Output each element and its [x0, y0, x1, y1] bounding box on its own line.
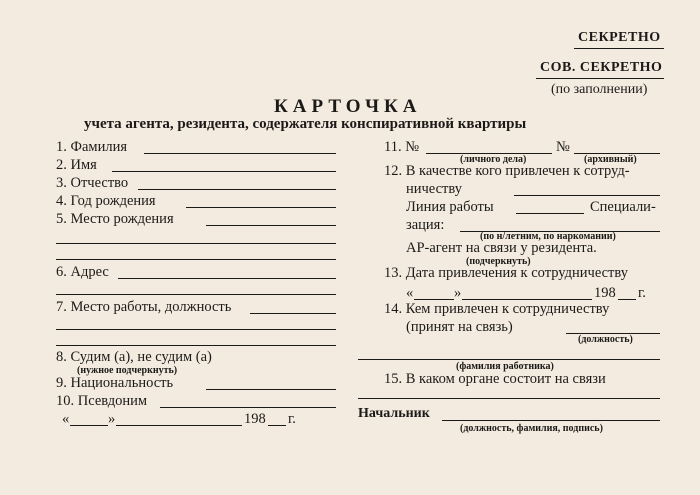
field-convicted-note: (нужное подчеркнуть): [77, 365, 178, 376]
field-convicted-label: 8. Судим (а), не судим (а): [56, 349, 212, 365]
field-capacity-label-2: ничеству: [406, 181, 462, 197]
field-workplace-line-2[interactable]: [56, 329, 336, 330]
field-specialization-label: Специали-: [590, 199, 656, 215]
upon-fill-note: (по заполнении): [551, 82, 648, 97]
card-title: КАРТОЧКА: [274, 96, 422, 117]
field-birth-year-line[interactable]: [186, 207, 336, 208]
field-archive-number-label: №: [556, 139, 570, 155]
field-recruited-by-label-1: 14. Кем привлечен к сотрудничеству: [384, 301, 610, 317]
file-number-note: (личного дела): [460, 154, 527, 165]
chief-signature-line[interactable]: [442, 420, 660, 421]
field-organ-label: 15. В каком органе состоит на связи: [384, 371, 606, 387]
field-ar-agent-label: АР-агент на связи у резидента.: [406, 240, 597, 256]
field-nationality-label: 9. Национальность: [56, 375, 174, 391]
field-surname-line[interactable]: [144, 153, 336, 154]
field-address-line-2[interactable]: [56, 294, 336, 295]
field-capacity-line[interactable]: [514, 195, 660, 196]
recruit-date-day-line[interactable]: [414, 299, 454, 300]
ar-agent-note: (подчеркнуть): [466, 256, 531, 267]
field-nationality-line[interactable]: [206, 389, 336, 390]
field-name-label: 2. Имя: [56, 157, 97, 173]
field-work-line-label: Линия работы: [406, 199, 494, 215]
field-work-line-line[interactable]: [516, 213, 584, 214]
top-secret-underline: [536, 78, 664, 79]
position-note: (должность): [578, 334, 633, 345]
card-subtitle: учета агента, резидента, содержателя конспиративной квартиры: [84, 116, 527, 132]
field-recruit-date-label: 13. Дата привлечения к сотрудничеству: [384, 265, 628, 281]
field-worker-name-line[interactable]: [358, 359, 660, 360]
recruit-date-month-line[interactable]: [462, 299, 592, 300]
field-address-line-1[interactable]: [118, 278, 336, 279]
secret-underline: [574, 48, 664, 49]
field-patronymic-label: 3. Отчество: [56, 175, 129, 191]
field-workplace-line-1[interactable]: [250, 313, 336, 314]
specialization-note: (по н/летним, по наркомании): [480, 231, 616, 242]
field-specialization-label-2: зация:: [406, 217, 445, 233]
worker-name-note: (фамилия работника): [456, 361, 554, 372]
field-pseudonym-line[interactable]: [160, 407, 336, 408]
recruit-date-year-prefix: 198: [594, 285, 616, 301]
recruit-date-year-line[interactable]: [618, 299, 636, 300]
chief-signature-note: (должность, фамилия, подпись): [460, 423, 603, 434]
field-surname-label: 1. Фамилия: [56, 139, 127, 155]
date-year-prefix: 198: [244, 411, 266, 427]
chief-label: Начальник: [358, 406, 430, 421]
date-open-quote: «: [62, 411, 70, 427]
field-capacity-label-1: 12. В качестве кого привлечен к сотруд-: [384, 163, 630, 179]
field-name-line[interactable]: [112, 171, 336, 172]
top-secret-stamp: СОВ. СЕКРЕТНО: [540, 60, 663, 75]
field-organ-line[interactable]: [358, 398, 660, 399]
field-workplace-label: 7. Место работы, должность: [56, 299, 232, 315]
recruit-date-open-quote: «: [406, 285, 414, 301]
recruit-date-year-suffix: г.: [638, 285, 646, 301]
field-birthplace-line-3[interactable]: [56, 259, 336, 260]
date-day-line[interactable]: [70, 425, 108, 426]
field-pseudonym-label: 10. Псевдоним: [56, 393, 148, 409]
field-birthplace-line-2[interactable]: [56, 243, 336, 244]
date-year-line[interactable]: [268, 425, 286, 426]
archive-number-note: (архивный): [584, 154, 637, 165]
field-file-number-label: 11. №: [384, 139, 420, 155]
field-birthplace-line-1[interactable]: [206, 225, 336, 226]
recruit-date-close-quote: »: [454, 285, 462, 301]
field-birthplace-label: 5. Место рождения: [56, 211, 174, 227]
field-recruited-by-label-2: (принят на связь): [406, 319, 513, 335]
field-birth-year-label: 4. Год рождения: [56, 193, 156, 209]
field-workplace-line-3[interactable]: [56, 345, 336, 346]
date-month-line[interactable]: [116, 425, 242, 426]
date-year-suffix: г.: [288, 411, 296, 427]
field-address-label: 6. Адрес: [56, 264, 109, 280]
secret-stamp: СЕКРЕТНО: [578, 30, 661, 45]
date-close-quote: »: [108, 411, 116, 427]
field-patronymic-line[interactable]: [138, 189, 336, 190]
